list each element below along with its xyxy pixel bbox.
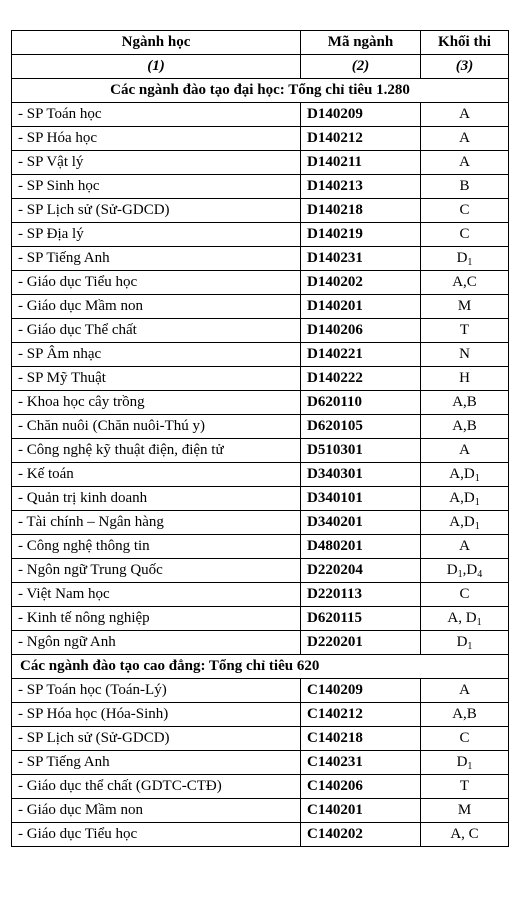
major-cell: - Giáo dục Mầm non — [12, 295, 301, 319]
table-row — [12, 151, 509, 175]
exam-block-cell: A,B — [421, 415, 509, 439]
exam-block-cell: A — [421, 127, 509, 151]
table-row — [12, 175, 509, 199]
major-cell: - SP Địa lý — [12, 223, 301, 247]
table-row — [12, 679, 509, 703]
exam-block-cell: T — [421, 775, 509, 799]
code-cell: D620115 — [301, 607, 421, 631]
major-cell: - Giáo dục Tiểu học — [12, 823, 301, 847]
table-body — [12, 31, 509, 847]
table-row — [12, 463, 509, 487]
major-cell: - SP Âm nhạc — [12, 343, 301, 367]
code-cell: C140209 — [301, 679, 421, 703]
table-row — [12, 607, 509, 631]
major-cell: - SP Toán học (Toán-Lý) — [12, 679, 301, 703]
code-cell: C140201 — [301, 799, 421, 823]
major-cell: - Giáo dục Tiểu học — [12, 271, 301, 295]
exam-block-cell: $A,D_1$ — [421, 511, 509, 535]
major-cell: - SP Hóa học (Hóa-Sinh) — [12, 703, 301, 727]
exam-block-cell: A,C — [421, 271, 509, 295]
table-row — [12, 751, 509, 775]
table-row — [12, 775, 509, 799]
code-cell: C140206 — [301, 775, 421, 799]
exam-block-cell: A,B — [421, 391, 509, 415]
code-cell: D140219 — [301, 223, 421, 247]
major-cell: - Việt Nam học — [12, 583, 301, 607]
table-row — [12, 271, 509, 295]
table-row — [12, 799, 509, 823]
exam-block-cell: A — [421, 151, 509, 175]
header-code: Mã ngành — [301, 31, 421, 55]
code-cell: D620105 — [301, 415, 421, 439]
code-cell: D340201 — [301, 511, 421, 535]
exam-block-cell: C — [421, 583, 509, 607]
table-row — [12, 343, 509, 367]
exam-block-cell: $A,D_1$ — [421, 487, 509, 511]
major-cell: - SP Lịch sử (Sử-GDCD) — [12, 727, 301, 751]
major-cell: - SP Lịch sử (Sử-GDCD) — [12, 199, 301, 223]
major-cell: - SP Tiếng Anh — [12, 751, 301, 775]
table-row — [12, 727, 509, 751]
section-header-row — [12, 655, 509, 679]
major-cell: - SP Hóa học — [12, 127, 301, 151]
exam-block-cell: C — [421, 199, 509, 223]
exam-block-cell: $D_1$ — [421, 631, 509, 655]
exam-block-cell: $D_1$ — [421, 751, 509, 775]
exam-block-cell: N — [421, 343, 509, 367]
major-cell: - SP Tiếng Anh — [12, 247, 301, 271]
major-cell: - Ngôn ngữ Trung Quốc — [12, 559, 301, 583]
table-row — [12, 103, 509, 127]
code-cell: D140201 — [301, 295, 421, 319]
exam-block-cell: A — [421, 679, 509, 703]
code-cell: D140213 — [301, 175, 421, 199]
table-row — [12, 559, 509, 583]
exam-block-cell: B — [421, 175, 509, 199]
major-cell: - Công nghệ thông tin — [12, 535, 301, 559]
code-cell: C140218 — [301, 727, 421, 751]
table-row — [12, 511, 509, 535]
code-cell: D140212 — [301, 127, 421, 151]
table-row — [12, 415, 509, 439]
table-row — [12, 439, 509, 463]
major-cell: - Chăn nuôi (Chăn nuôi-Thú y) — [12, 415, 301, 439]
table-row — [12, 295, 509, 319]
exam-block-cell: C — [421, 223, 509, 247]
table-row — [12, 631, 509, 655]
code-cell: D510301 — [301, 439, 421, 463]
section-title: Các ngành đào tạo đại học: Tổng chỉ tiêu 1.280 — [12, 79, 509, 103]
code-cell: C140212 — [301, 703, 421, 727]
column-number-1: (1) — [12, 55, 301, 79]
exam-block-cell: $D_1$ — [421, 247, 509, 271]
major-cell: - Kế toán — [12, 463, 301, 487]
exam-block-cell: T — [421, 319, 509, 343]
major-cell: - Quản trị kinh doanh — [12, 487, 301, 511]
code-cell: D340301 — [301, 463, 421, 487]
table-row — [12, 127, 509, 151]
table-row — [12, 703, 509, 727]
exam-block-cell: $A,D_1$ — [421, 463, 509, 487]
code-cell: D220201 — [301, 631, 421, 655]
exam-block-cell: M — [421, 799, 509, 823]
exam-block-cell: A — [421, 103, 509, 127]
table-row — [12, 535, 509, 559]
code-cell: D140211 — [301, 151, 421, 175]
header-row — [12, 31, 509, 55]
major-cell: - Kinh tế nông nghiệp — [12, 607, 301, 631]
major-cell: - Giáo dục Thể chất — [12, 319, 301, 343]
code-cell: D140209 — [301, 103, 421, 127]
major-cell: - Công nghệ kỹ thuật điện, điện tử — [12, 439, 301, 463]
major-cell: - SP Sinh học — [12, 175, 301, 199]
code-cell: D620110 — [301, 391, 421, 415]
section-title: Các ngành đào tạo cao đẳng: Tổng chỉ tiêu 620 — [12, 655, 509, 679]
major-cell: - Giáo dục thể chất (GDTC-CTĐ) — [12, 775, 301, 799]
major-cell: - Tài chính – Ngân hàng — [12, 511, 301, 535]
table-row — [12, 247, 509, 271]
code-cell: D340101 — [301, 487, 421, 511]
code-cell: D220204 — [301, 559, 421, 583]
exam-block-cell: A, C — [421, 823, 509, 847]
column-number-3: (3) — [421, 55, 509, 79]
code-cell: C140231 — [301, 751, 421, 775]
code-cell: C140202 — [301, 823, 421, 847]
table-row — [12, 583, 509, 607]
section-header-row — [12, 79, 509, 103]
exam-block-cell: C — [421, 727, 509, 751]
code-cell: D140202 — [301, 271, 421, 295]
header-block: Khối thi — [421, 31, 509, 55]
code-cell: D140206 — [301, 319, 421, 343]
table-row — [12, 487, 509, 511]
table-row — [12, 367, 509, 391]
table-row — [12, 391, 509, 415]
admissions-table — [11, 30, 509, 847]
table-row — [12, 223, 509, 247]
code-cell: D140218 — [301, 199, 421, 223]
exam-block-cell: A, $D_1$ — [421, 607, 509, 631]
code-cell: D220113 — [301, 583, 421, 607]
table-row — [12, 823, 509, 847]
code-cell: D140231 — [301, 247, 421, 271]
major-cell: - Ngôn ngữ Anh — [12, 631, 301, 655]
exam-block-cell: A,B — [421, 703, 509, 727]
major-cell: - SP Mỹ Thuật — [12, 367, 301, 391]
major-cell: - Khoa học cây trồng — [12, 391, 301, 415]
column-number-2: (2) — [301, 55, 421, 79]
code-cell: D140222 — [301, 367, 421, 391]
table-row — [12, 199, 509, 223]
exam-block-cell: A — [421, 439, 509, 463]
major-cell: - SP Vật lý — [12, 151, 301, 175]
code-cell: D140221 — [301, 343, 421, 367]
exam-block-cell: H — [421, 367, 509, 391]
major-cell: - SP Toán học — [12, 103, 301, 127]
exam-block-cell: $D_1,D_4$ — [421, 559, 509, 583]
table-row — [12, 319, 509, 343]
exam-block-cell: A — [421, 535, 509, 559]
code-cell: D480201 — [301, 535, 421, 559]
column-number-row — [12, 55, 509, 79]
major-cell: - Giáo dục Mầm non — [12, 799, 301, 823]
header-major: Ngành học — [12, 31, 301, 55]
exam-block-cell: M — [421, 295, 509, 319]
